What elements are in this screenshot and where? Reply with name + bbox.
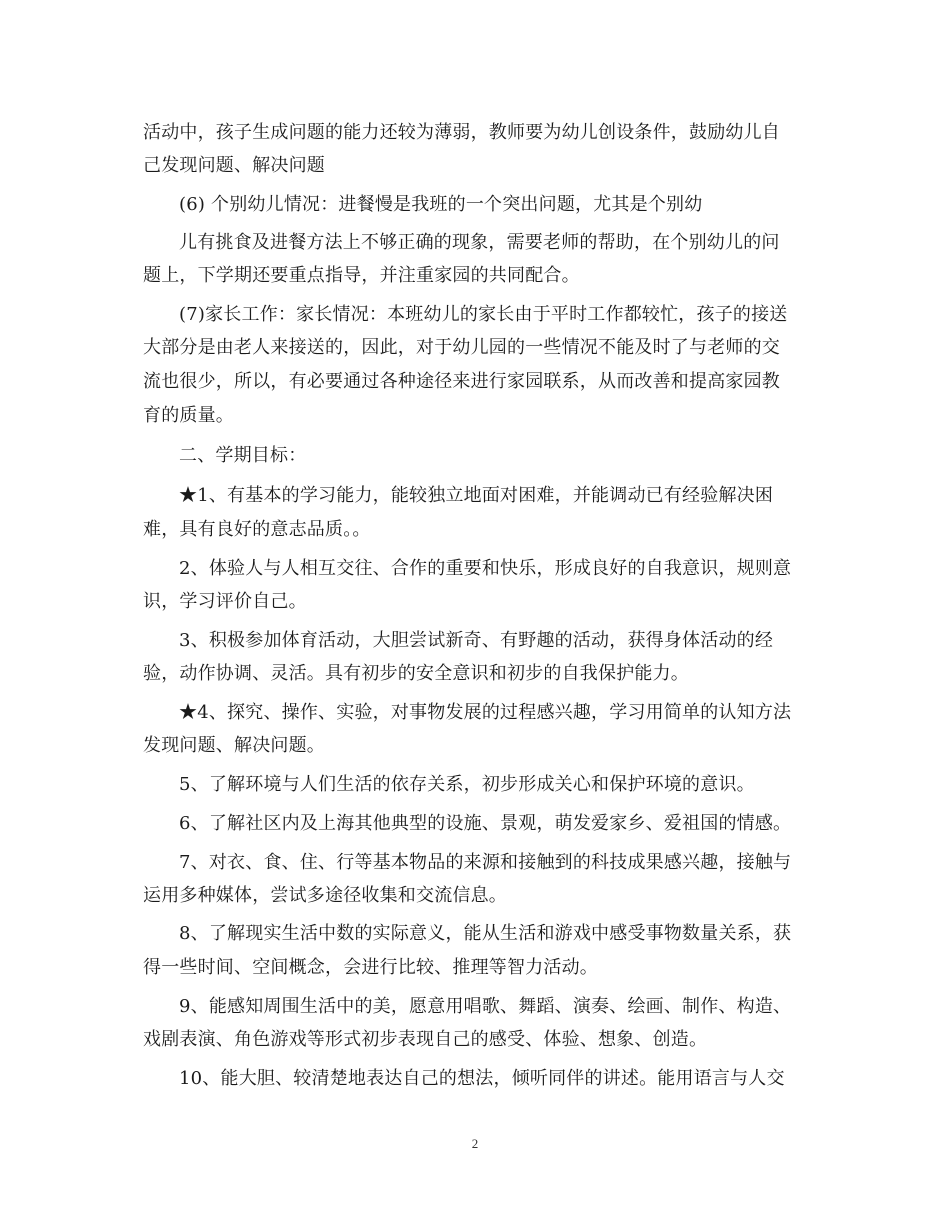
text-line: ★4、探究、操作、实验，对事物发展的过程感兴趣，学习用简单的认知方法 <box>179 702 792 723</box>
section-heading: 二、学期目标： <box>179 445 307 466</box>
text-line: 运用多种媒体，尝试多途径收集和交流信息。 <box>143 885 507 906</box>
text-line: 9、能感知周围生活中的美，愿意用唱歌、舞蹈、演奏、绘画、制作、构造、 <box>179 996 792 1017</box>
text-line: 2、体验人与人相互交往、合作的重要和快乐，形成良好的自我意识，规则意 <box>179 558 792 579</box>
text-line: 10、能大胆、较清楚地表达自己的想法，倾听同伴的讲述。能用语言与人交 <box>179 1068 785 1089</box>
page-number: 2 <box>471 1136 479 1151</box>
text-line: 己发现问题、解决问题 <box>143 155 325 176</box>
text-line: 发现问题、解决问题。 <box>143 735 325 756</box>
text-line: (6) 个别幼儿情况：进餐慢是我班的一个突出问题，尤其是个别幼 <box>179 194 703 215</box>
text-line: 大部分是由老人来接送的，因此，对于幼儿园的一些情况不能及时了与老师的交 <box>143 337 780 358</box>
text-line: 题上，下学期还要重点指导，并注重家园的共同配合。 <box>143 265 580 286</box>
text-line: ★1、有基本的学习能力，能较独立地面对困难，并能调动已有经验解决困 <box>179 485 774 506</box>
text-line: 难，具有良好的意志品质。。 <box>143 519 371 540</box>
text-line: 识，学习评价自己。 <box>143 591 307 612</box>
text-line: 8、了解现实生活中数的实际意义，能从生活和游戏中感受事物数量关系，获 <box>179 923 792 944</box>
text-line: 3、积极参加体育活动，大胆尝试新奇、有野趣的活动，获得身体活动的经 <box>179 630 774 651</box>
text-line: 得一些时间、空间概念，会进行比较、推理等智力活动。 <box>143 957 598 978</box>
text-line: 流也很少，所以，有必要通过各种途径来进行家园联系，从而改善和提高家园教 <box>143 371 780 392</box>
text-line: 验，动作协调、灵活。具有初步的安全意识和初步的自我保护能力。 <box>143 663 689 684</box>
text-line: 5、了解环境与人们生活的依存关系，初步形成关心和保护环境的意识。 <box>179 774 755 795</box>
text-line: 育的质量。 <box>143 405 234 426</box>
text-line: 活动中，孩子生成问题的能力还较为薄弱，教师要为幼儿创设条件，鼓励幼儿自 <box>143 122 780 143</box>
text-line: (7)家长工作：家长情况：本班幼儿的家长由于平时工作都较忙，孩子的接送 <box>179 304 788 325</box>
text-line: 6、了解社区内及上海其他典型的设施、景观，萌发爱家乡、爱祖国的情感。 <box>179 813 792 834</box>
text-line: 戏剧表演、角色游戏等形式初步表现自己的感受、体验、想象、创造。 <box>143 1029 708 1050</box>
text-line: 儿有挑食及进餐方法上不够正确的现象，需要老师的帮助，在个别幼儿的问 <box>179 232 780 253</box>
text-line: 7、对衣、食、住、行等基本物品的来源和接触到的科技成果感兴趣，接触与 <box>179 852 792 873</box>
